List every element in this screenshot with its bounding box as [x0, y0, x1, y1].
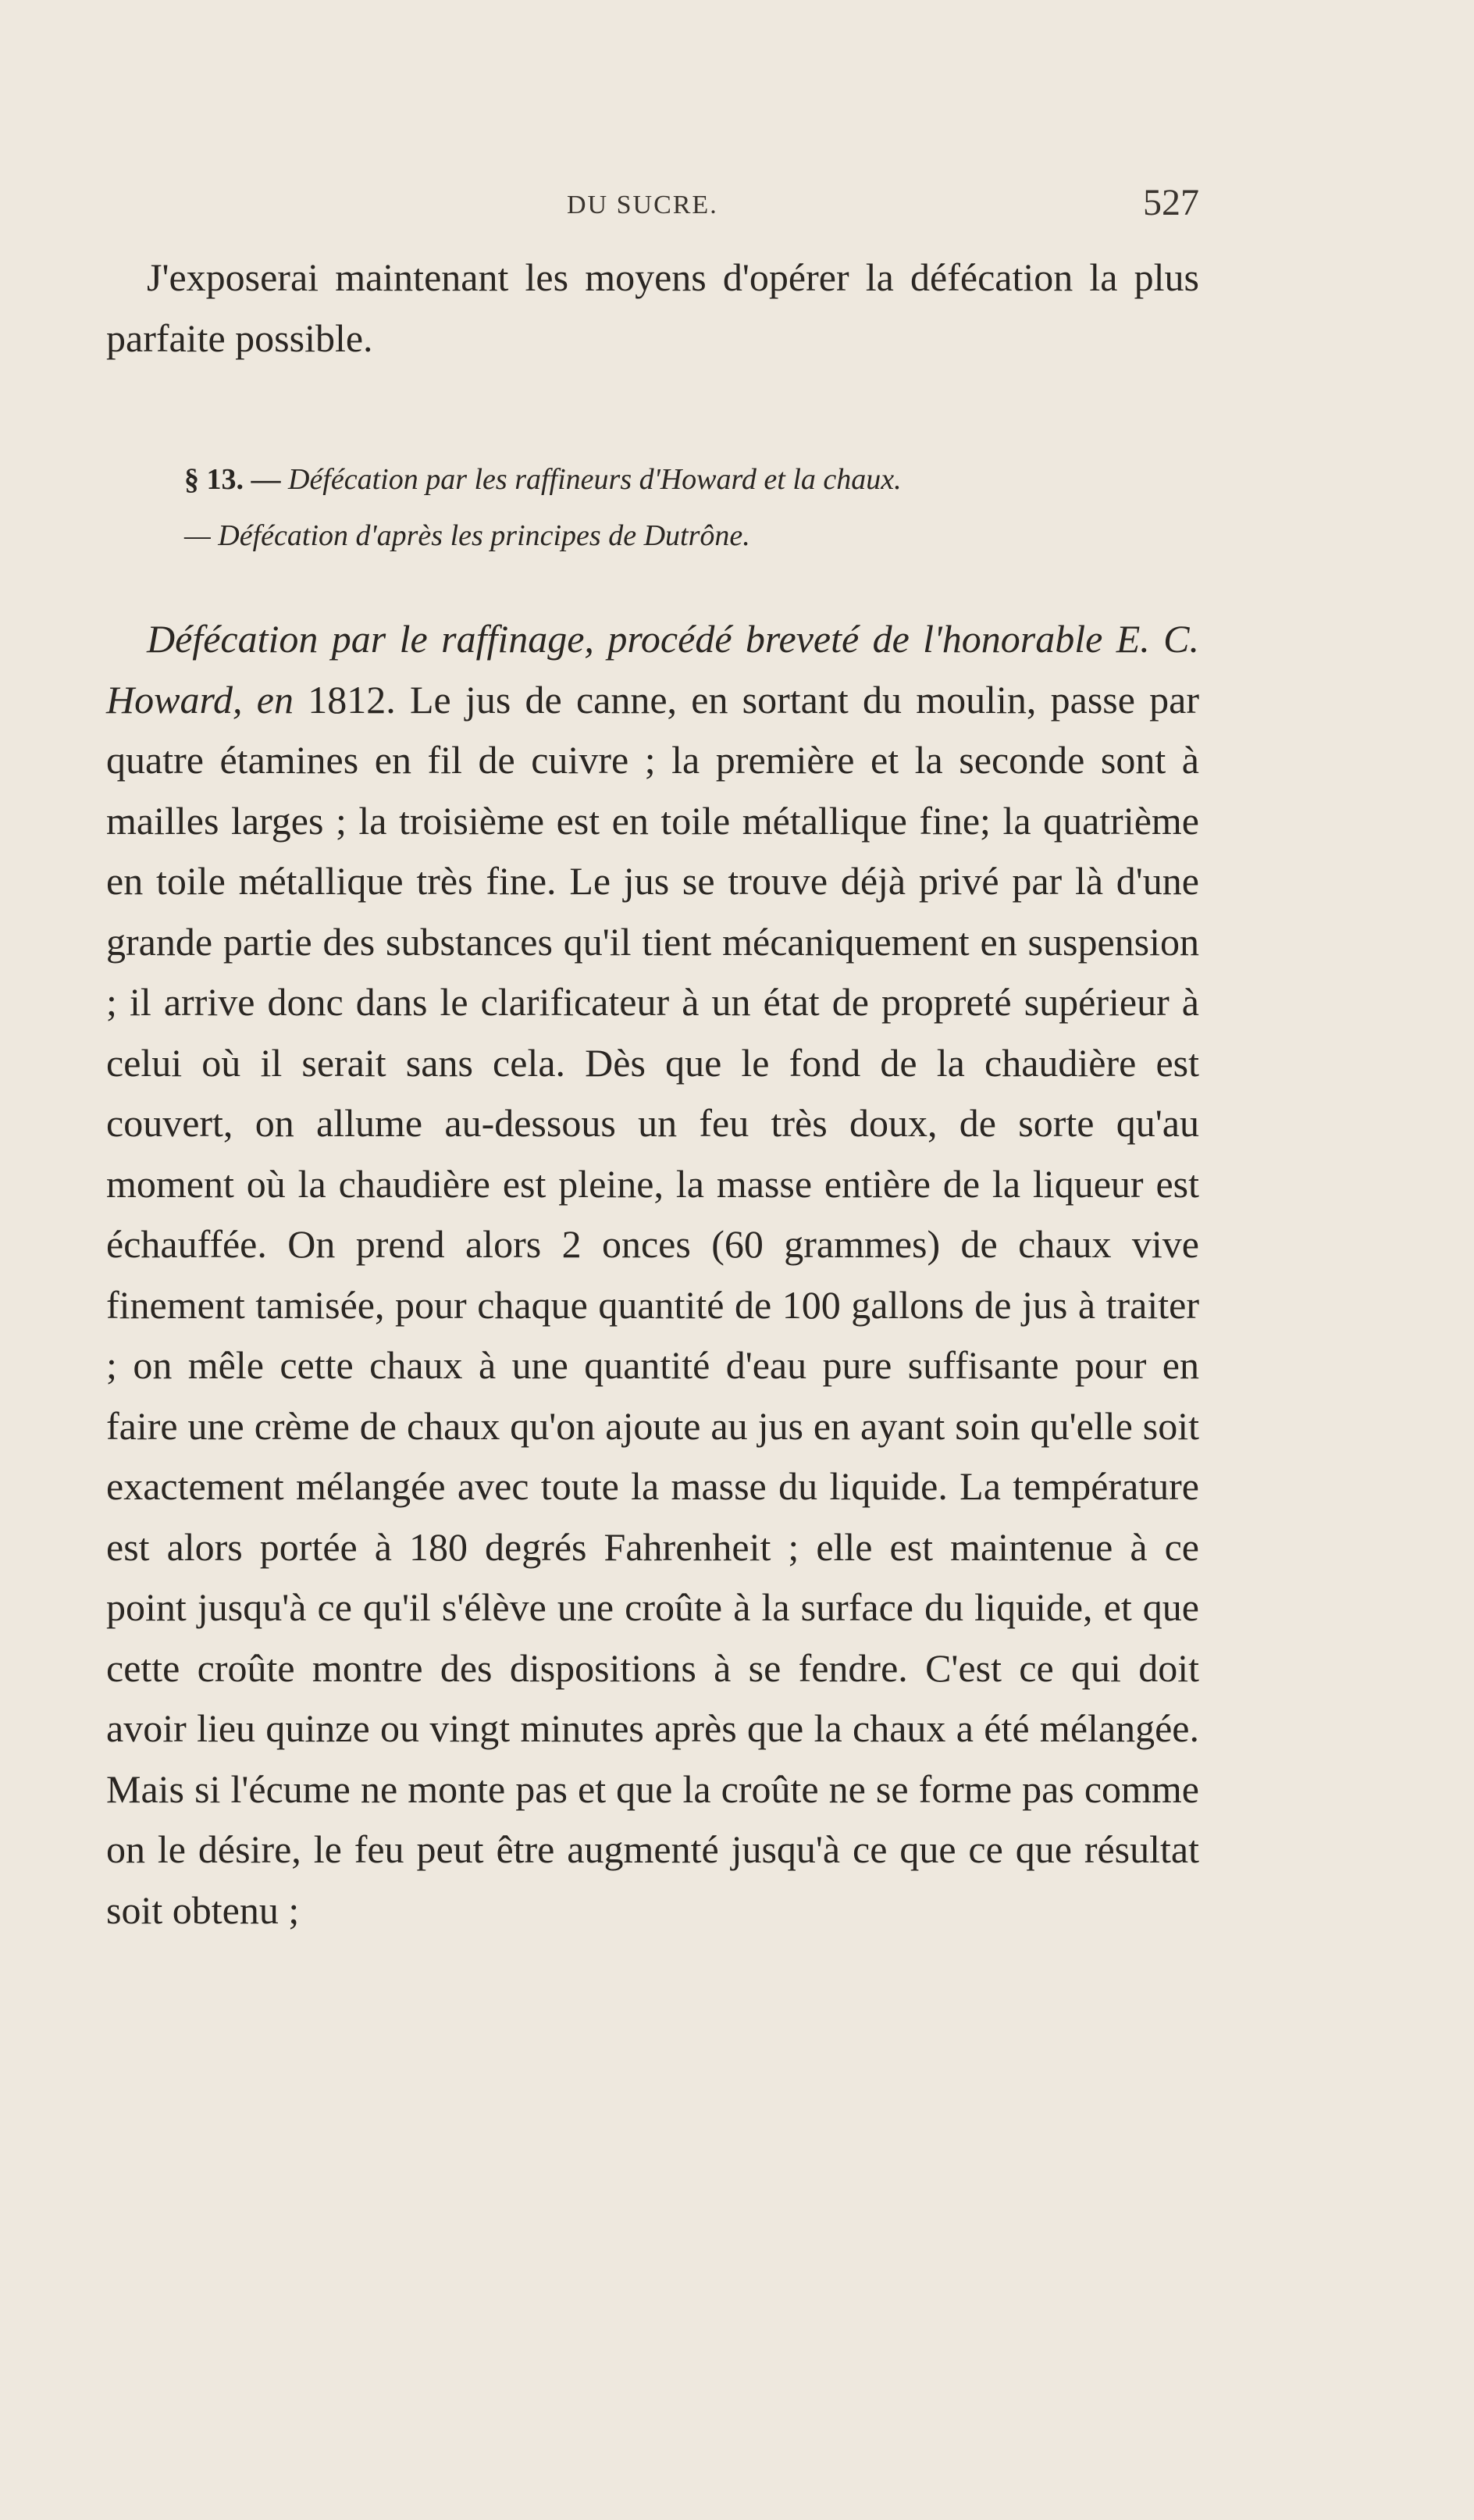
running-head [106, 181, 1199, 228]
section-heading-line-1 [184, 451, 1199, 508]
running-title: DU SUCRE. [567, 191, 718, 219]
page-number: 527 [1143, 182, 1199, 223]
paragraph-lead: Défécation par le raffinage, procédé breveté de l'honorable E. C. Howard, en [106, 617, 1199, 722]
opening-paragraph-text: J'exposerai maintenant les moyens d'opérer la défécation la plus parfaite possible. [106, 255, 1199, 360]
section-title-line-1: Défécation par les raffineurs d'Howard et la chaux. [288, 463, 902, 496]
section-title-line-2: — Défécation d'après les principes de Dutrône. [184, 519, 750, 552]
paragraph-body: Le jus de canne, en sortant du moulin, passe par quatre étamines en fil de cuivre ; la première et la seconde sont à mailles larges ; la troisième est en toile métallique fine; la quatrième en toile métallique très fine. Le jus se trouve déjà privé par là d'une grande partie des substances qu'il tient mécaniquement en suspension ; il arrive donc dans le clarificateur à un état de propreté supérieur à celui où il serait sans cela. Dès que le fond de la chaudière est couvert, on allume au-dessous un feu très doux, de sorte qu'au moment où la chaudière est pleine, la masse entière de la liqueur est échauffée. On prend alors 2 onces (60 grammes) de chaux vive finement tamisée, pour chaque quantité de 100 gallons de jus à traiter ; on mêle cette chaux à une quantité d'eau pure suffisante pour en faire une crème de chaux qu'on ajoute au jus en ayant soin qu'elle soit exactement mélangée avec toute la masse du liquide. La température est alors portée à 180 degrés Fahrenheit ; elle est maintenue à ce point jusqu'à ce qu'il s'élève une croûte à la surface du liquide, et que cette croûte montre des dispositions à se fendre. C'est ce qui doit avoir lieu quinze ou vingt minutes après que la chaux a été mélangée. Mais si l'écume ne monte pas et que la croûte ne se forme pas comme on le désire, le feu peut être augmenté jusqu'à ce que ce que résultat soit obtenu ; [106, 677, 1200, 1932]
paragraph-year: 1812. [308, 677, 396, 722]
main-paragraph [106, 609, 1199, 1941]
main-paragraph-text [106, 609, 1199, 1941]
section-heading [184, 451, 1199, 564]
section-number: § 13. — [184, 463, 281, 496]
opening-paragraph [106, 247, 1199, 369]
